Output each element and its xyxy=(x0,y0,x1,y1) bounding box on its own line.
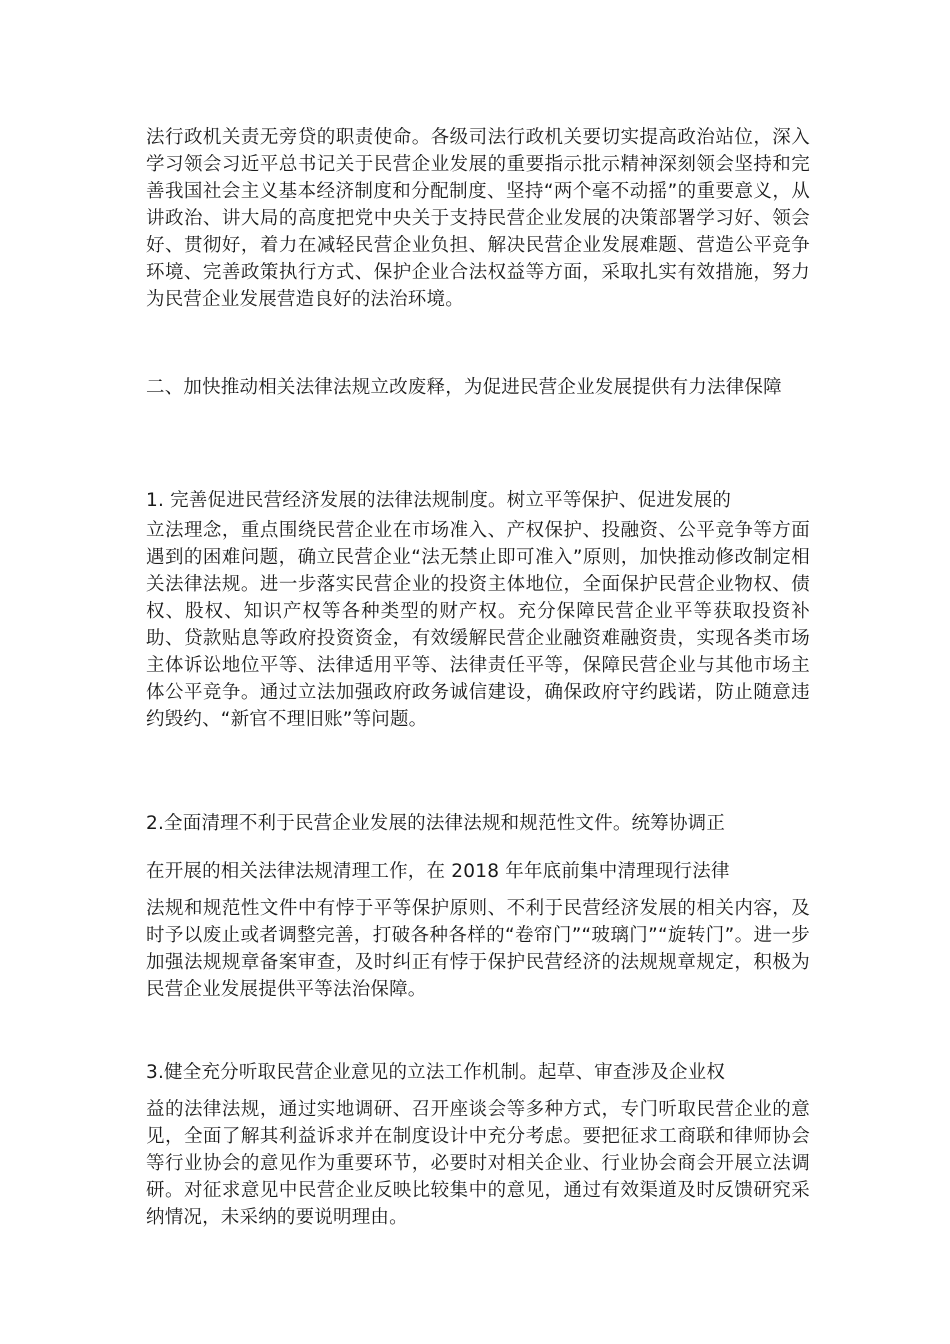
item-2-lead-line: 2.全面清理不利于民营企业发展的法律法规和规范性文件。统筹协调正 xyxy=(146,813,726,834)
intro-paragraph: 法行政机关责无旁贷的职责使命。各级司法行政机关要切实提高政治站位，深入学习领会习近平总书记关于民营企业发展的重要指示批示精神深刻领会坚持和完善我国社会主义基本经济制度和分配制度、坚持“两个毫不动摇”的重要意义，从讲政治、讲大局的高度把党中央关于支持民营企业发展的决策部署学习好、领会好、贯彻好，着力在减轻民营企业负担、解决民营企业发展难题、营造公平竞争环境、完善政策执行方式、保护企业合法权益等方面，采取扎实有效措施，努力为民营企业发展营造良好的法治环境。 xyxy=(146,127,810,310)
item-1-body: 立法理念，重点围绕民营企业在市场准入、产权保护、投融资、公平竞争等方面遇到的困难问题，确立民营企业“法无禁止即可准入”原则，加快推动修改制定相关法律法规。进一步落实民营企业的投资主体地位，全面保护民营企业物权、债权、股权、知识产权等各种类型的财产权。充分保障民营企业平等获取投资补助、贷款贴息等政府投资资金，有效缓解民营企业融资难融资贵，实现各类市场主体诉讼地位平等、法律适用平等、法律责任平等，保障民营企业与其他市场主体公平竞争。通过立法加强政府政务诚信建设，确保政府守约践诺，防止随意违约毁约、“新官不理旧账”等问题。 xyxy=(146,520,810,730)
item-2-second-line: 在开展的相关法律法规清理工作，在 2018 年年底前集中清理现行法律 xyxy=(146,861,730,882)
item-1-lead-line: 1. 完善促进民营经济发展的法律法规制度。树立平等保护、促进发展的 xyxy=(146,490,732,511)
item-3-body: 益的法律法规，通过实地调研、召开座谈会等多种方式，专门听取民营企业的意见，全面了解其利益诉求并在制度设计中充分考虑。要把征求工商联和律师协会等行业协会的意见作为重要环节，必要时对相关企业、行业协会商会开展立法调研。对征求意见中民营企业反映比较集中的意见，通过有效渠道及时反馈研究采纳情况，未采纳的要说明理由。 xyxy=(146,1099,810,1228)
item-3-lead-line: 3.健全充分听取民营企业意见的立法工作机制。起草、审查涉及企业权 xyxy=(146,1062,726,1083)
item-2-body: 法规和规范性文件中有悖于平等保护原则、不利于民营经济发展的相关内容，及时予以废止或者调整完善，打破各种各样的“卷帘门”“玻璃门”“旋转门”。进一步加强法规规章备案审查，及时纠正有悖于保护民营经济的法规规章规定，积极为民营企业发展提供平等法治保障。 xyxy=(146,898,810,1000)
section-heading: 二、加快推动相关法律法规立改废释，为促进民营企业发展提供有力法律保障 xyxy=(146,377,782,398)
